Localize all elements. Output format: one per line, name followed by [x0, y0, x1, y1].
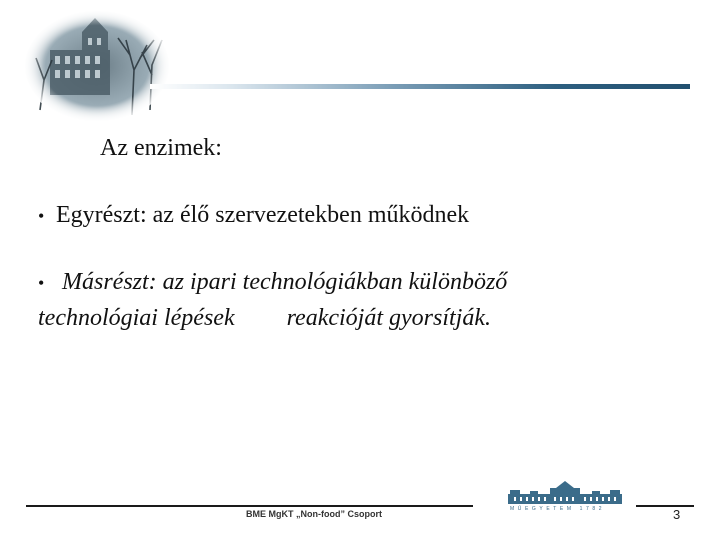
bullet-item-1 [38, 200, 469, 231]
footer-rule-left [26, 505, 473, 507]
bullet-text-line2b: reakcióját gyorsítják. [286, 305, 491, 331]
page-number: 3 [673, 507, 681, 522]
bullet-marker: • [38, 273, 45, 293]
logo-caption: MŰEGYETEM 1782 [510, 506, 606, 512]
bullet-text-line2a: technológiai lépések [38, 305, 235, 331]
bullet-text: Egyrészt: az élő szervezetekben működnek [56, 202, 470, 228]
header-accent-rule [150, 84, 690, 89]
bullet-text-line1: Másrészt: az ipari technológiákban különböző [62, 269, 508, 295]
slide-title: Az enzimek: [100, 135, 222, 161]
building-photo [22, 10, 172, 122]
bullet-marker: • [38, 206, 45, 226]
bullet-item-2 [38, 267, 507, 298]
bullet-item-2-continuation [38, 303, 491, 333]
footer-group-name: BME MgKT „Non-food” Csoport [246, 509, 382, 519]
footer-rule-right [636, 505, 694, 507]
